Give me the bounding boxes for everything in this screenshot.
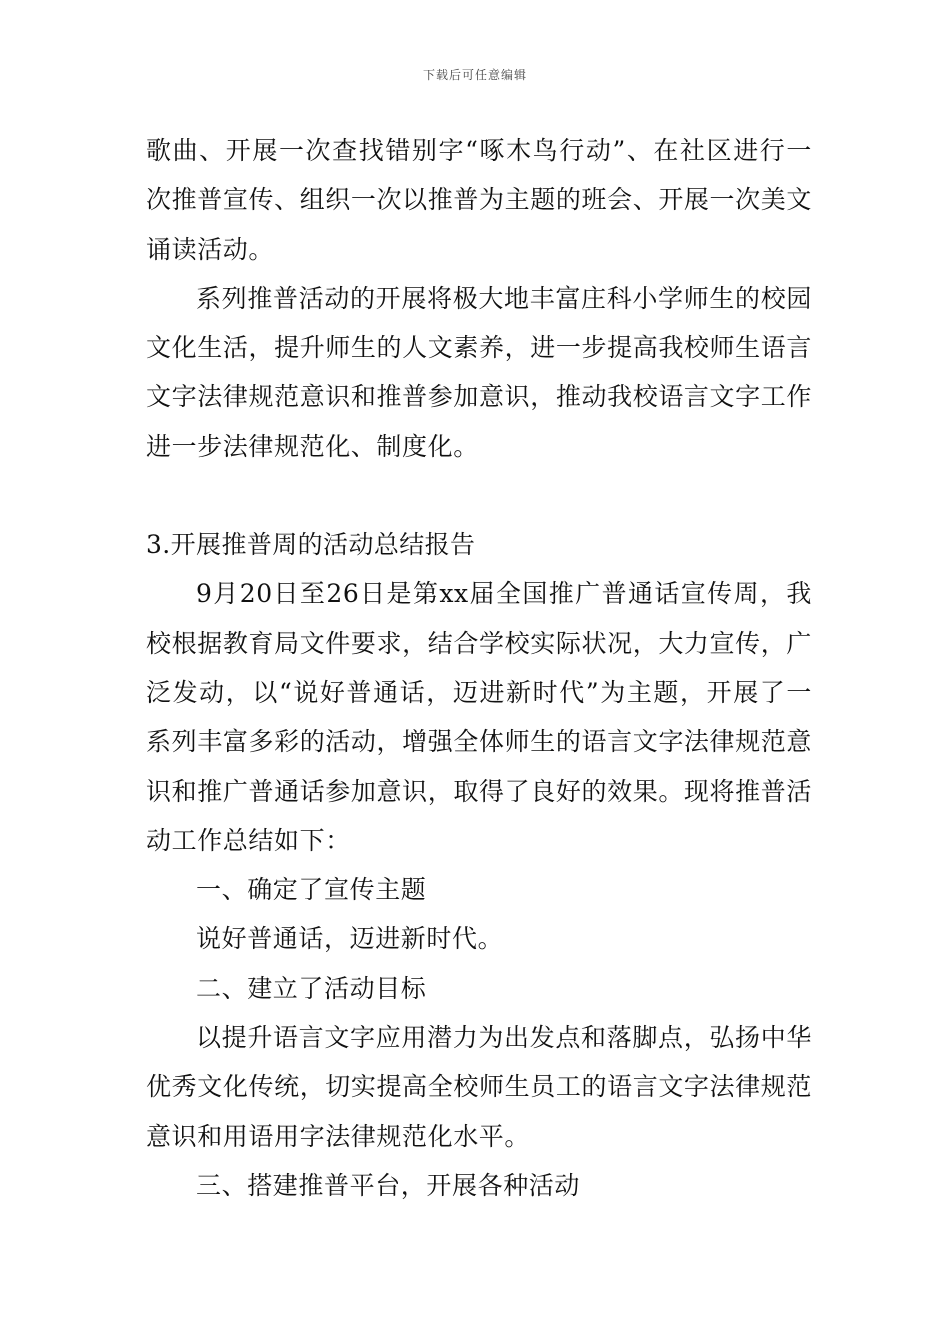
paragraph-theme: 说好普通话，迈进新时代。 (196, 924, 504, 954)
paragraph-summary: 系列推普活动的开展将极大地丰富庄科小学师生的校园文化生活，提升师生的人文素养，进一步提高我校师生语言文字法律规范意识和推普参加意识，推动我校语言文字工作进一步法律规范化、制度化。 (146, 283, 812, 461)
paragraph-continued: 歌曲、开展一次查找错别字“啄木鸟行动”、在社区进行一次推普宣传、组织一次以推普为主题的班会、开展一次美文诵读活动。 (146, 136, 812, 264)
paragraph-gap (146, 471, 812, 520)
paragraph-goal: 以提升语言文字应用潜力为出发点和落脚点，弘扬中华优秀文化传统，切实提高全校师生员工的语言文字法律规范意识和用语用字法律规范化水平。 (146, 1023, 812, 1151)
page-header: 下载后可任意编辑 (422, 68, 527, 82)
subheading-platform: 三、搭建推普平台，开展各种活动 (196, 1170, 581, 1200)
subheading-goal: 二、建立了活动目标 (196, 973, 427, 1003)
paragraph-intro: 9月20日至26日是第xx届全国推广普通话宣传周，我校根据教育局文件要求，结合学校实际状况，大力宣传，广泛发动，以“说好普通话，迈进新时代”为主题，开展了一系列丰富多彩的活动，增强全体师生的语言文字法律规范意识和推广普通话参加意识，取得了良好的效果。现将推普活动工作总结如下： (146, 579, 812, 855)
document-body (146, 126, 812, 1210)
section-title: 3.开展推普周的活动总结报告 (146, 530, 476, 560)
subheading-theme: 一、确定了宣传主题 (196, 875, 427, 905)
